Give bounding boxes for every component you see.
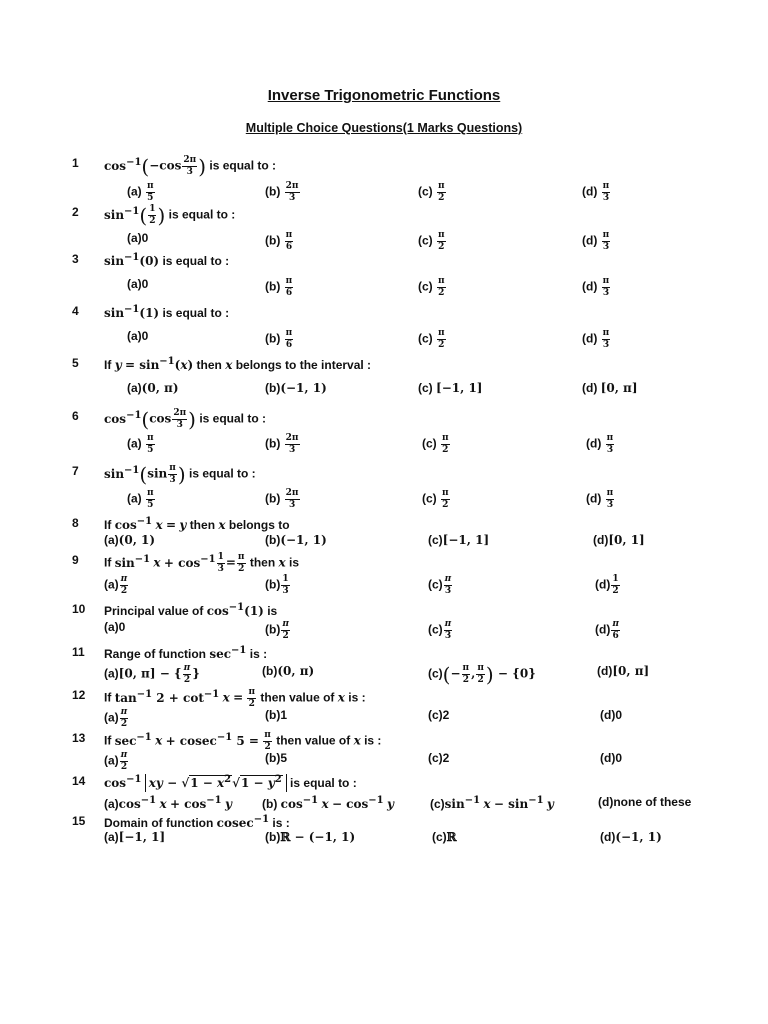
option-b: (b) $\cos^{-1} x - \cos^{-1} y$ [262, 795, 394, 811]
option-a: (a) $\frac{\pi}{5}$ [127, 181, 154, 203]
question-number: 15 [72, 814, 86, 828]
option-a: (a) $\frac{\pi}{5}$ [127, 488, 154, 510]
option-d: (d) [0, π] [582, 381, 638, 395]
question-number: 2 [72, 205, 79, 219]
option-d: (d) $\frac{\pi}{3}$ [582, 181, 610, 203]
option-b: (b) $\frac{\pi}{6}$ [265, 328, 293, 350]
option-a: (a) $\frac{\pi}{2}$ [104, 707, 128, 729]
question-number: 9 [72, 553, 79, 567]
option-a: $(a)\cos^{-1}$ $x + \cos^{-1} y$ [104, 795, 232, 811]
option-b: (b) $\frac{2\pi}{3}$ [265, 433, 299, 455]
option-d: (d)[0, 1] [593, 533, 645, 547]
option-b: (b) $\frac{2\pi}{3}$ [265, 488, 299, 510]
option-d: (d)none of these [598, 795, 692, 809]
option-b: (b) $\frac{\pi}{6}$ [265, 230, 293, 252]
option-a: (a) $\frac{\pi}{5}$ [127, 433, 154, 455]
option-d: (d) $\frac{\pi}{3}$ [586, 433, 614, 455]
option-c: (c)2 [428, 751, 450, 765]
option-b: (b)ℝ − (−1, 1) [265, 830, 356, 844]
question-stem: If $\sec^{-1} x + cosec^{-1}$ 5 = $\frac{\pi}{2}$ then value of x is : [104, 730, 382, 752]
question-stem: $\cos^{-1}(-\cos$ $\frac{2\pi}{3}$ ) is equal to : [104, 154, 277, 179]
option-a: (a)0 [104, 620, 126, 634]
question-number: 12 [72, 688, 86, 702]
question-stem: $\sin^{-1}(1)$ is equal to : [104, 304, 230, 320]
question-stem: If $\sin^{-1} x + \cos^{-1}$ $\frac{1}{3}$ = $\frac{\pi}{2}$ then x is [104, 552, 300, 574]
option-d: (d)(−1, 1) [600, 830, 662, 844]
question-number: 3 [72, 252, 79, 266]
question-number: 13 [72, 731, 86, 745]
question-stem: $\sin^{-1}$( $\frac{1}{2}$ ) is equal to : [104, 203, 236, 228]
option-a: (a)0 [127, 277, 149, 291]
page-title: Inverse Trigonometric Functions [267, 87, 501, 104]
option-b: (b)(0, π) [262, 664, 315, 678]
question-number: 7 [72, 464, 79, 478]
question-number: 6 [72, 409, 79, 423]
option-d: (d) $\frac{\pi}{6}$ [595, 619, 619, 641]
option-c: (c)ℝ [432, 830, 457, 844]
question-stem: $\cos^{-1}$ xy − $√1 - x^2√1 - y^2$ is equal to : [104, 774, 357, 790]
option-b: (b)1 [265, 708, 287, 722]
question-number: 14 [72, 774, 86, 788]
question-number: 8 [72, 516, 79, 530]
option-a: (a) $\frac{\pi}{2}$ [104, 574, 128, 596]
option-c: (c) $\frac{\pi}{2}$ [418, 328, 445, 350]
option-a: (a)[−1, 1] [104, 830, 166, 844]
option-b: (b)(−1, 1) [265, 533, 327, 547]
option-d: (d)0 [600, 708, 622, 722]
option-d: (d)[0, π] [597, 664, 650, 678]
option-c: (c) $\frac{\pi}{2}$ [418, 230, 445, 252]
question-stem: If $y = \sin^{-1}(x)$ then x belongs to the interval : [104, 356, 372, 372]
option-d: (d) $\frac{\pi}{3}$ [582, 230, 610, 252]
question-number: 5 [72, 356, 79, 370]
option-d: (d) $\frac{\pi}{3}$ [582, 328, 610, 350]
option-c: (c)(− $\frac{\pi}{2}$ , $\frac{\pi}{2}$ ) − {0} [428, 662, 536, 687]
option-a: (a) $\frac{\pi}{2}$ [104, 750, 128, 772]
question-stem: Range of function $\sec^{-1}$ is : [104, 645, 268, 661]
question-stem: If $\tan^{-1} 2 + \cot^{-1} x$ = $\frac{\pi}{2}$ then value of x is : [104, 687, 366, 709]
option-c: (c) $\frac{\pi}{2}$ [418, 181, 445, 203]
option-b: (b)(−1, 1) [265, 381, 327, 395]
question-number: 4 [72, 304, 79, 318]
option-d: (d)0 [600, 751, 622, 765]
option-c: (c) $\frac{\pi}{2}$ [422, 488, 449, 510]
question-number: 11 [72, 645, 85, 659]
section-subtitle: Multiple Choice Questions(1 Marks Questions) [245, 121, 523, 135]
question-stem: $\sin^{-1}(0)$ is equal to : [104, 252, 230, 268]
option-a: (a)[0, π] − { $\frac{\pi}{2}$ } [104, 663, 200, 685]
option-b: (b) $\frac{\pi}{6}$ [265, 276, 293, 298]
option-b: (b) $\frac{2\pi}{3}$ [265, 181, 299, 203]
option-a: (a)0 [127, 329, 149, 343]
question-number: 1 [72, 156, 79, 170]
option-c: (c) $\frac{\pi}{3}$ [428, 619, 452, 641]
option-a: (a)(0, π) [127, 381, 179, 395]
question-stem: $\sin^{-1}(\sin$ $\frac{\pi}{3}$ ) is equal to : [104, 462, 256, 487]
option-c: (c) $\frac{\pi}{2}$ [422, 433, 449, 455]
option-a: (a)0 [127, 231, 149, 245]
option-d: (d) $\frac{\pi}{3}$ [586, 488, 614, 510]
question-stem: If $\cos^{-1} x = y$ then x belongs to [104, 516, 290, 532]
question-stem: Principal value of $\cos^{-1}(1)$ is [104, 602, 278, 618]
option-b: (b) $\frac{\pi}{2}$ [265, 619, 289, 641]
question-stem: Domain of function cosec$^{-1}$ is : [104, 814, 290, 830]
option-a: (a)(0, 1) [104, 533, 156, 547]
option-d: (d) $\frac{1}{2}$ [595, 574, 619, 596]
option-b: (b) $\frac{1}{3}$ [265, 574, 289, 596]
question-number: 10 [72, 602, 86, 616]
option-c: (c) $\frac{\pi}{2}$ [418, 276, 445, 298]
option-c: (c)2 [428, 708, 450, 722]
option-c: (c) $\frac{\pi}{3}$ [428, 574, 452, 596]
option-c: (c) [−1, 1] [418, 381, 483, 395]
option-c: $(c)\sin^{-1}$ $x - \sin^{-1} y$ [430, 795, 554, 811]
option-c: (c)[−1, 1] [428, 533, 490, 547]
option-b: (b)5 [265, 751, 287, 765]
question-stem: $\cos^{-1}(\cos$ $\frac{2\pi}{3}$ ) is equal to : [104, 407, 267, 432]
option-d: (d) $\frac{\pi}{3}$ [582, 276, 610, 298]
